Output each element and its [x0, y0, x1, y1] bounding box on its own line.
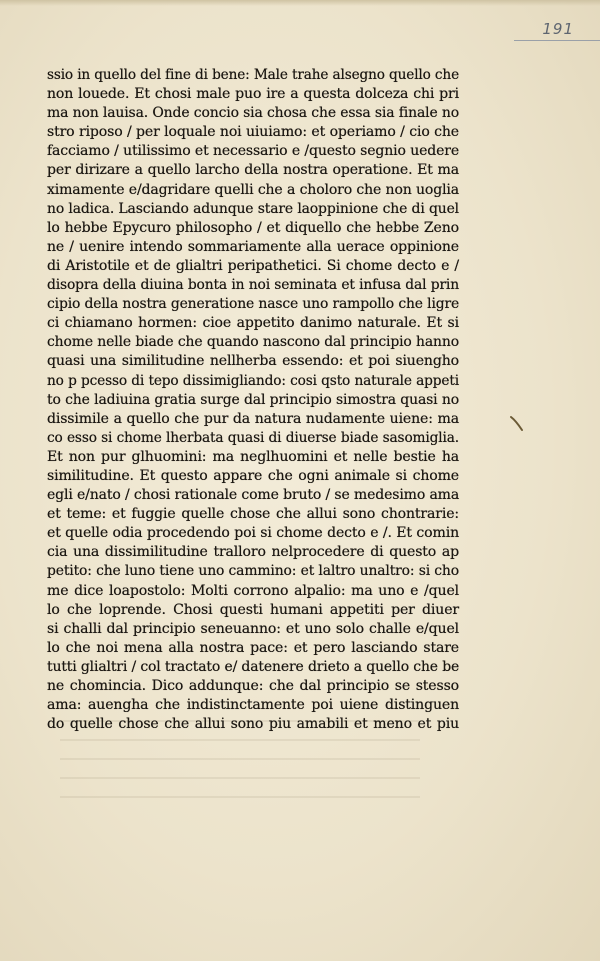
text-line: ssio in quello del fine di bene: Male trahe alsegno quello che [47, 67, 459, 83]
text-line: co esso si chome lherbata quasi di diuerse biade sasomiglia. [47, 429, 459, 446]
text-line: quasi una similitudine nellherba essendo: et poi siuengho [47, 353, 459, 370]
text-line: Et non pur glhuomini: ma neglhuomini et nelle bestie ha [47, 448, 459, 465]
text-line: ma non lauisa. Onde concio sia chosa che essa sia finale no [47, 105, 459, 122]
text-line: di Aristotile et de glialtri peripathetici. Si chome decto e / [47, 257, 459, 274]
text-line: no p pcesso di tepo dissimigliando: cosi qsto naturale appeti [47, 372, 459, 389]
text-line: me dice loapostolo: Molti corrono alpalio: ma uno e /quel [47, 582, 459, 599]
text-line: lo hebbe Epycuro philosopho / et diquello che hebbe Zeno [47, 219, 459, 236]
text-line: dissimile a quello che pur da natura nudamente uiene: ma [47, 410, 459, 427]
text-line: facciamo / utilissimo et necessario e /questo segnio uedere [47, 143, 459, 160]
text-block [47, 66, 459, 734]
text-line: si challi dal principio seneuanno: et uno solo challe e/quel [47, 620, 459, 637]
folio-number: 191 [542, 20, 574, 38]
text-line: ximamente e/dagridare quelli che a choloro che non uoglia [47, 181, 459, 198]
text-line: cipio della nostra generatione nasce uno rampollo che ligre [47, 296, 460, 313]
text-line: tutti glialtri / col tractato e/ datenere drieto a quello che be [47, 658, 460, 675]
page-top-edge [0, 0, 600, 6]
text-line: non louede. Et chosi male puo ire a questa dolceza chi pri [47, 86, 459, 103]
text-line: do quelle chose che allui sono piu amabili et meno et piu [47, 716, 459, 733]
text-line: disopra della diuina bonta in noi seminata et infusa dal prin [47, 277, 459, 294]
text-line: ci chiamano hormen: cioe appetito danimo naturale. Et si [47, 315, 459, 332]
text-line: to che ladiuina gratia surge dal principio simostra quasi no [47, 391, 459, 408]
text-line: ne / uenire intendo sommariamente alla uerace oppinione [47, 238, 459, 255]
text-line: ama: auengha che indistinctamente poi uiene distinguen [47, 697, 459, 714]
text-line: chome nelle biade che quando nascono dal principio hanno [47, 334, 459, 351]
text-line: et teme: et fuggie quelle chose che allui sono chontrarie: [47, 506, 459, 523]
text-line: lo che loprende. Chosi questi humani appetiti per diuer [47, 601, 459, 618]
text-line: egli e/nato / chosi rationale come bruto / se medesimo ama [47, 487, 460, 504]
folio-rule [514, 40, 600, 41]
text-line: no ladica. Lasciando adunque stare laoppinione che di quel [47, 200, 459, 217]
text-line: lo che noi mena alla nostra pace: et pero lasciando stare [47, 639, 459, 656]
text-line: stro riposo / per loquale noi uiuiamo: et operiamo / cio che [47, 124, 459, 141]
text-line: per dirizare a quello larcho della nostra operatione. Et ma [47, 162, 459, 179]
text-line: ne chomincia. Dico addunque: che dal principio se stesso [47, 678, 459, 694]
ink-mark-icon [509, 415, 525, 433]
text-line: similitudine. Et questo appare che ogni animale si chome [47, 467, 459, 484]
text-line: petito: che luno tiene uno cammino: et laltro unaltro: si cho [47, 563, 459, 580]
text-line: et quelle odia procedendo poi si chome decto e /. Et comin [47, 525, 459, 542]
text-line: cia una dissimilitudine tralloro nelprocedere di questo ap [47, 544, 459, 561]
